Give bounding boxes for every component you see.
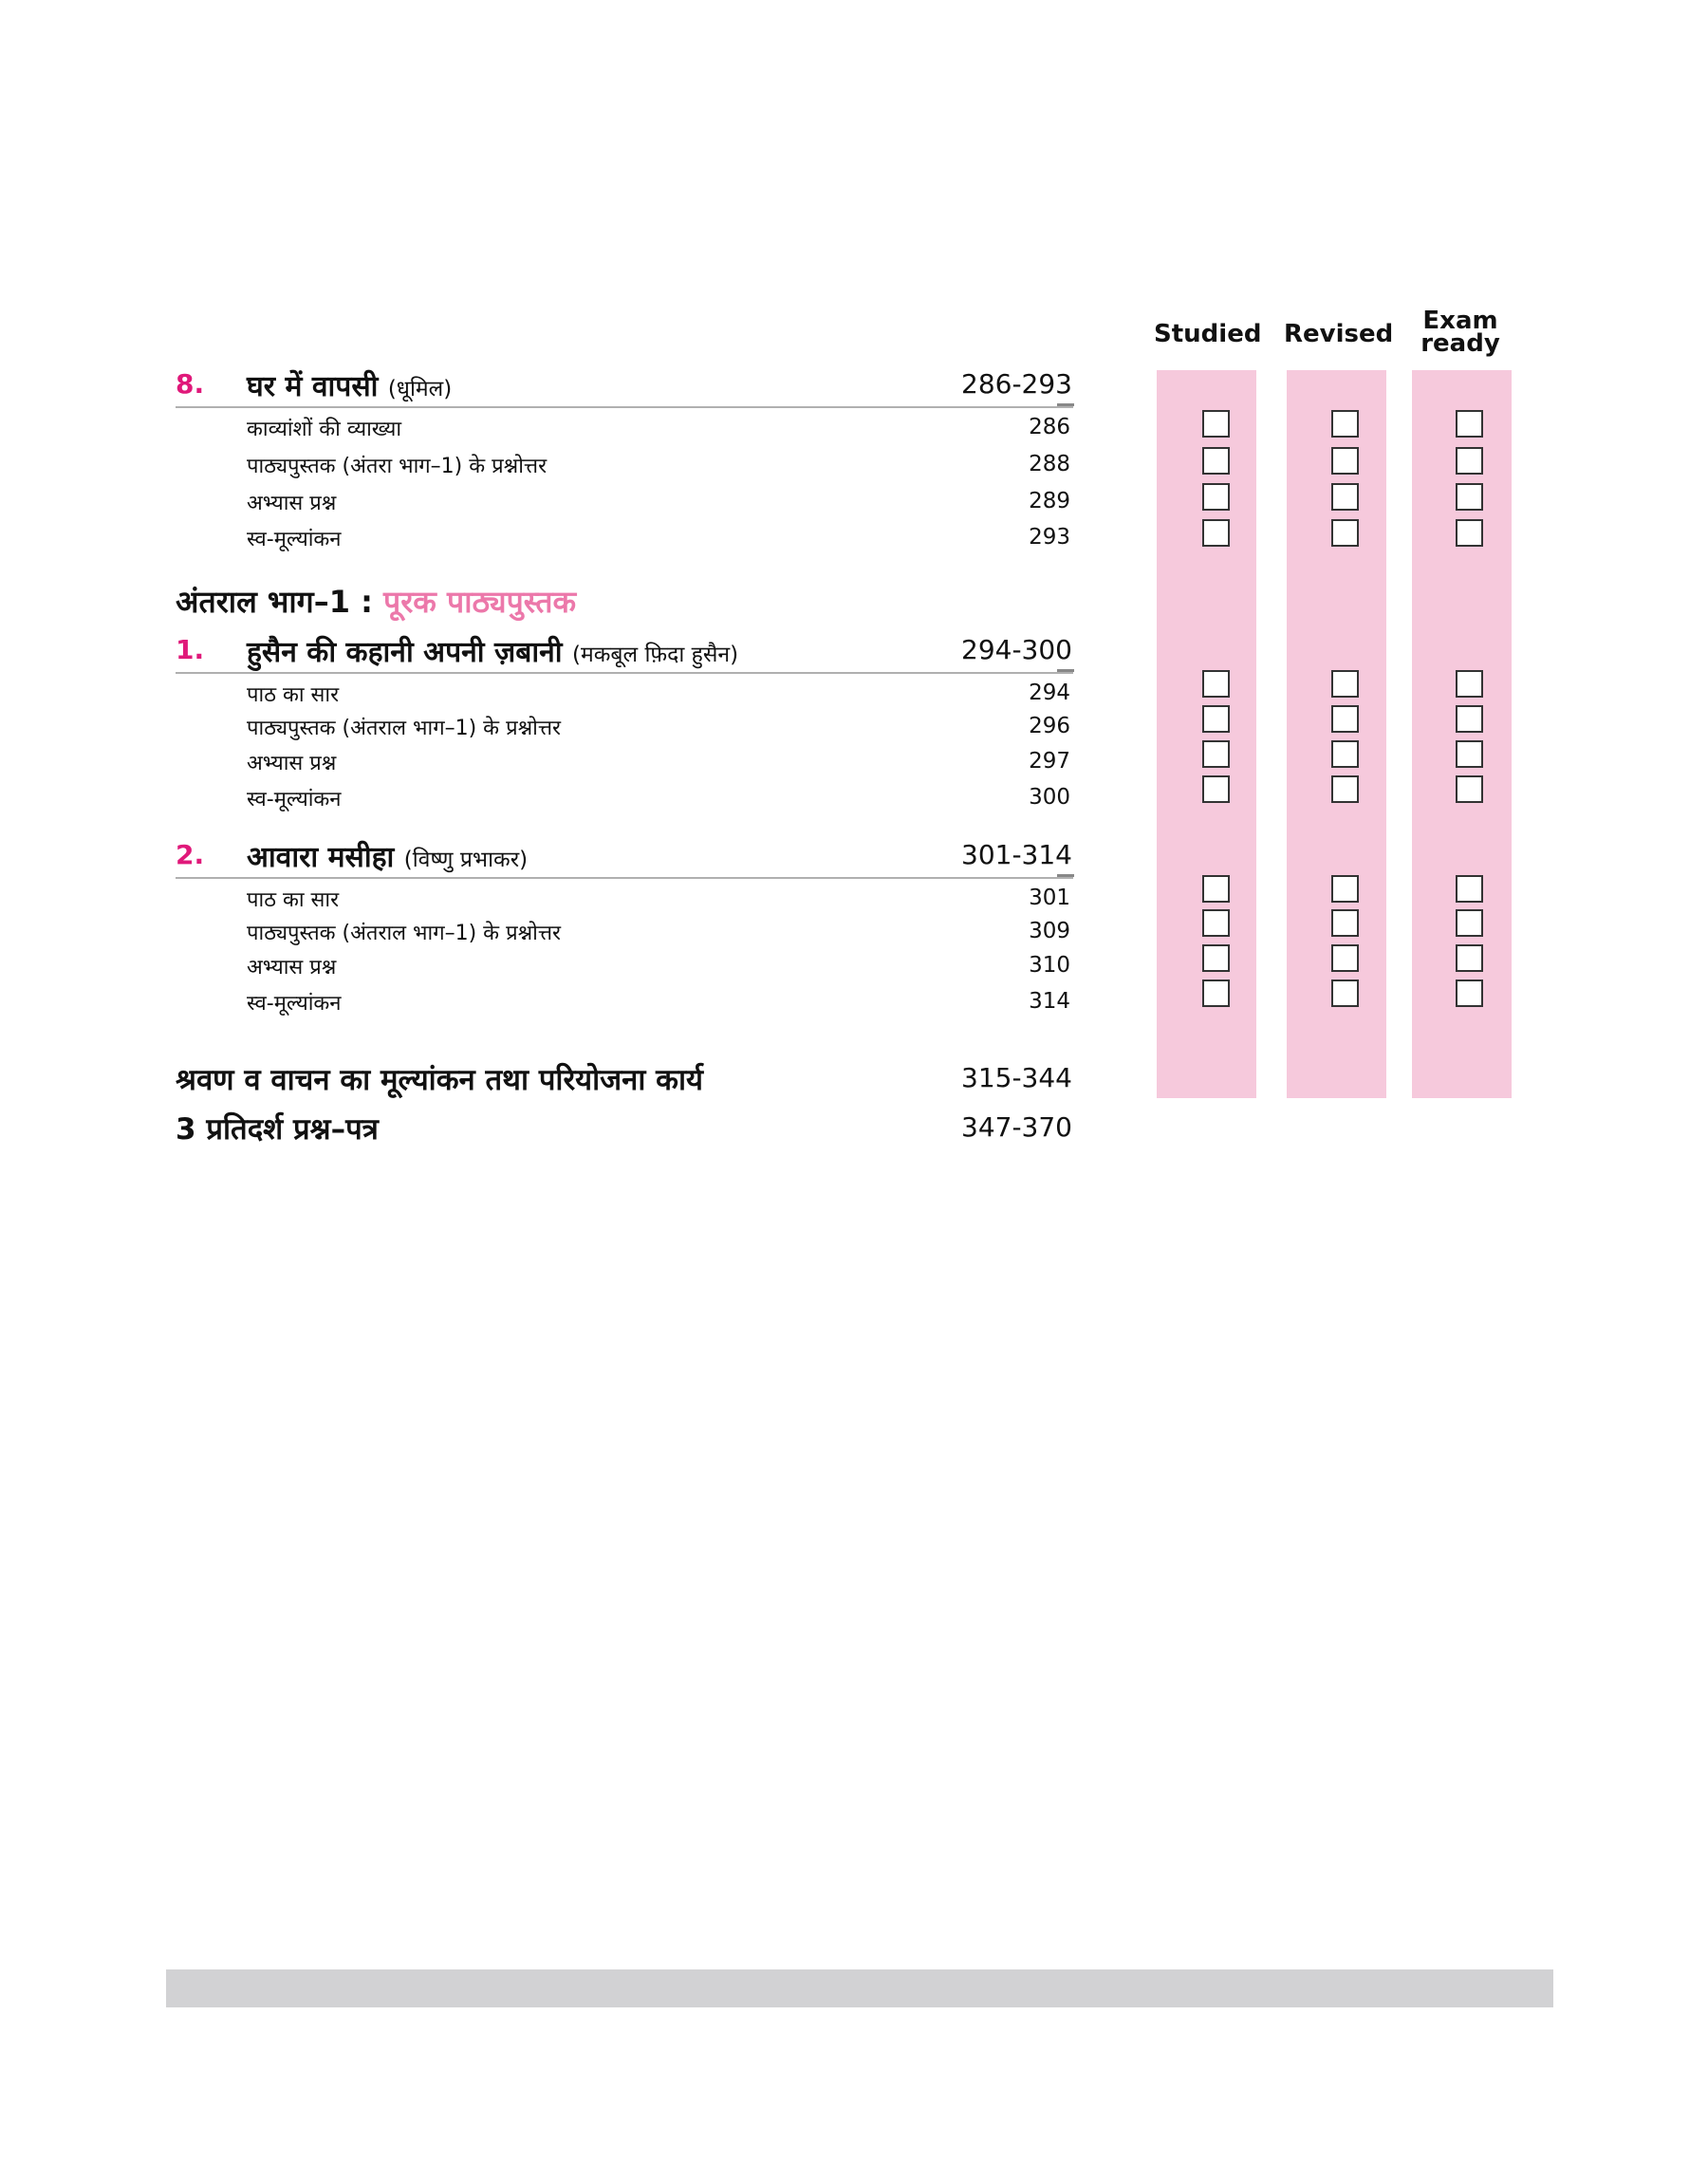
chapter-2-page-range: 301-314	[961, 839, 1072, 870]
chapter-2-item-4-exam-ready-checkbox[interactable]	[1456, 980, 1483, 1007]
chapter-1-author: (मकबूल फ़िदा हुसैन)	[572, 643, 739, 667]
listening-reading-assessment: श्रवण व वाचन का मूल्यांकन तथा परियोजना कार्य	[176, 1063, 703, 1097]
chapter-8-page-range: 286-293	[961, 368, 1072, 400]
chapter-8-author: (धूमिल)	[387, 377, 453, 401]
chapter-2-item-3-revised-checkbox[interactable]	[1331, 944, 1359, 972]
chapter-8-item-3-exam-ready-checkbox[interactable]	[1456, 483, 1483, 511]
chapter-2-item-4-page: 314	[1029, 989, 1070, 1014]
chapter-2-item-1-exam-ready-checkbox[interactable]	[1456, 875, 1483, 903]
chapter-2-item-4-studied-checkbox[interactable]	[1202, 980, 1230, 1007]
chapter-1-rule-tick	[1057, 669, 1074, 672]
chapter-8-item-1-exam-ready-checkbox[interactable]	[1456, 410, 1483, 438]
chapter-2-item-3-exam-ready-checkbox[interactable]	[1456, 944, 1483, 972]
listening-reading-assessment-range: 315-344	[961, 1062, 1072, 1093]
chapter-2-item-2-exam-ready-checkbox[interactable]	[1456, 909, 1483, 937]
chapter-1-item-2-page: 296	[1029, 714, 1070, 738]
chapter-1-title-text: हुसैन की कहानी अपनी ज़बानी	[247, 636, 563, 669]
chapter-1-item-3-studied-checkbox[interactable]	[1202, 740, 1230, 768]
chapter-1-item-2-exam-ready-checkbox[interactable]	[1456, 705, 1483, 733]
chapter-2-item-1-studied-checkbox[interactable]	[1202, 875, 1230, 903]
chapter-1-item-4-revised-checkbox[interactable]	[1331, 775, 1359, 803]
chapter-8-item-3: अभ्यास प्रश्न	[247, 492, 337, 515]
chapter-1-item-2-studied-checkbox[interactable]	[1202, 705, 1230, 733]
chapter-1-item-3-revised-checkbox[interactable]	[1331, 740, 1359, 768]
chapter-1-item-4-exam-ready-checkbox[interactable]	[1456, 775, 1483, 803]
chapter-2-item-2: पाठ्यपुस्तक (अंतराल भाग–1) के प्रश्नोत्तर	[247, 922, 562, 945]
section-heading	[176, 581, 576, 622]
chapter-8-item-1: काव्यांशों की व्याख्या	[247, 418, 402, 441]
exam-ready-line2: ready	[1420, 329, 1500, 358]
chapter-1-title	[247, 631, 738, 670]
revised-header: Revised	[1284, 320, 1394, 348]
sample-question-papers-range: 347-370	[961, 1111, 1072, 1143]
chapter-1-item-3-page: 297	[1029, 749, 1070, 774]
chapter-2-item-3: अभ्यास प्रश्न	[247, 956, 337, 980]
chapter-2-item-2-page: 309	[1029, 919, 1070, 943]
chapter-1-item-1: पाठ का सार	[247, 683, 340, 707]
chapter-8-item-2-exam-ready-checkbox[interactable]	[1456, 447, 1483, 475]
chapter-8-item-4-page: 293	[1029, 525, 1070, 550]
chapter-1-rule	[176, 672, 1073, 674]
chapter-8-rule-tick	[1057, 403, 1074, 406]
chapter-1-item-1-exam-ready-checkbox[interactable]	[1456, 670, 1483, 698]
chapter-1-item-2-revised-checkbox[interactable]	[1331, 705, 1359, 733]
chapter-8-item-2-page: 288	[1029, 452, 1070, 476]
chapter-8-item-2: पाठ्यपुस्तक (अंतरा भाग–1) के प्रश्नोत्तर	[247, 455, 548, 478]
sample-question-papers: 3 प्रतिदर्श प्रश्न–पत्र	[176, 1112, 379, 1147]
chapter-8-title-text: घर में वापसी	[247, 370, 379, 403]
chapter-1-item-2: पाठ्यपुस्तक (अंतराल भाग–1) के प्रश्नोत्तर	[247, 717, 562, 740]
chapter-2-item-1: पाठ का सार	[247, 888, 340, 912]
chapter-8-item-4-revised-checkbox[interactable]	[1331, 519, 1359, 547]
chapter-2-author: (विष्णु प्रभाकर)	[403, 848, 529, 872]
chapter-1-item-3: अभ्यास प्रश्न	[247, 752, 337, 775]
chapter-2-rule-tick	[1057, 874, 1074, 877]
chapter-8-item-4-exam-ready-checkbox[interactable]	[1456, 519, 1483, 547]
chapter-8-item-3-revised-checkbox[interactable]	[1331, 483, 1359, 511]
chapter-8-item-2-studied-checkbox[interactable]	[1202, 447, 1230, 475]
chapter-1-item-1-studied-checkbox[interactable]	[1202, 670, 1230, 698]
chapter-8-item-1-revised-checkbox[interactable]	[1331, 410, 1359, 438]
exam-ready-header	[1408, 307, 1513, 358]
chapter-2-item-2-studied-checkbox[interactable]	[1202, 909, 1230, 937]
chapter-2-item-2-revised-checkbox[interactable]	[1331, 909, 1359, 937]
chapter-8-item-4: स्व-मूल्यांकन	[247, 528, 342, 551]
section-heading-highlight: पूरक पाठ्यपुस्तक	[383, 584, 577, 620]
chapter-1-item-1-page: 294	[1029, 681, 1070, 705]
chapter-1-item-4: स्व-मूल्यांकन	[247, 788, 342, 812]
chapter-8-title	[247, 365, 452, 404]
chapter-1-number: 1.	[176, 634, 205, 665]
chapter-8-item-2-revised-checkbox[interactable]	[1331, 447, 1359, 475]
chapter-2-rule	[176, 877, 1073, 879]
chapter-2-title-text: आवारा मसीहा	[247, 841, 395, 874]
exam-ready-line1: Exam	[1422, 307, 1498, 335]
chapter-8-item-1-page: 286	[1029, 415, 1070, 439]
chapter-2-item-4: स्व-मूल्यांकन	[247, 992, 342, 1016]
chapter-8-item-3-studied-checkbox[interactable]	[1202, 483, 1230, 511]
section-heading-prefix: अंतराल भाग–1 :	[176, 584, 384, 620]
chapter-2-number: 2.	[176, 839, 205, 870]
chapter-1-page-range: 294-300	[961, 634, 1072, 665]
chapter-1-item-3-exam-ready-checkbox[interactable]	[1456, 740, 1483, 768]
chapter-1-item-4-page: 300	[1029, 785, 1070, 810]
chapter-1-item-4-studied-checkbox[interactable]	[1202, 775, 1230, 803]
chapter-8-item-1-studied-checkbox[interactable]	[1202, 410, 1230, 438]
chapter-1-item-1-revised-checkbox[interactable]	[1331, 670, 1359, 698]
chapter-8-item-4-studied-checkbox[interactable]	[1202, 519, 1230, 547]
chapter-2-item-4-revised-checkbox[interactable]	[1331, 980, 1359, 1007]
chapter-2-item-1-page: 301	[1029, 886, 1070, 910]
chapter-8-number: 8.	[176, 368, 205, 400]
chapter-2-item-1-revised-checkbox[interactable]	[1331, 875, 1359, 903]
footer-bar	[166, 1969, 1553, 2007]
chapter-8-rule	[176, 406, 1073, 408]
chapter-8-item-3-page: 289	[1029, 489, 1070, 513]
chapter-2-item-3-page: 310	[1029, 953, 1070, 978]
studied-header: Studied	[1154, 320, 1262, 348]
chapter-2-title	[247, 836, 528, 875]
chapter-2-item-3-studied-checkbox[interactable]	[1202, 944, 1230, 972]
